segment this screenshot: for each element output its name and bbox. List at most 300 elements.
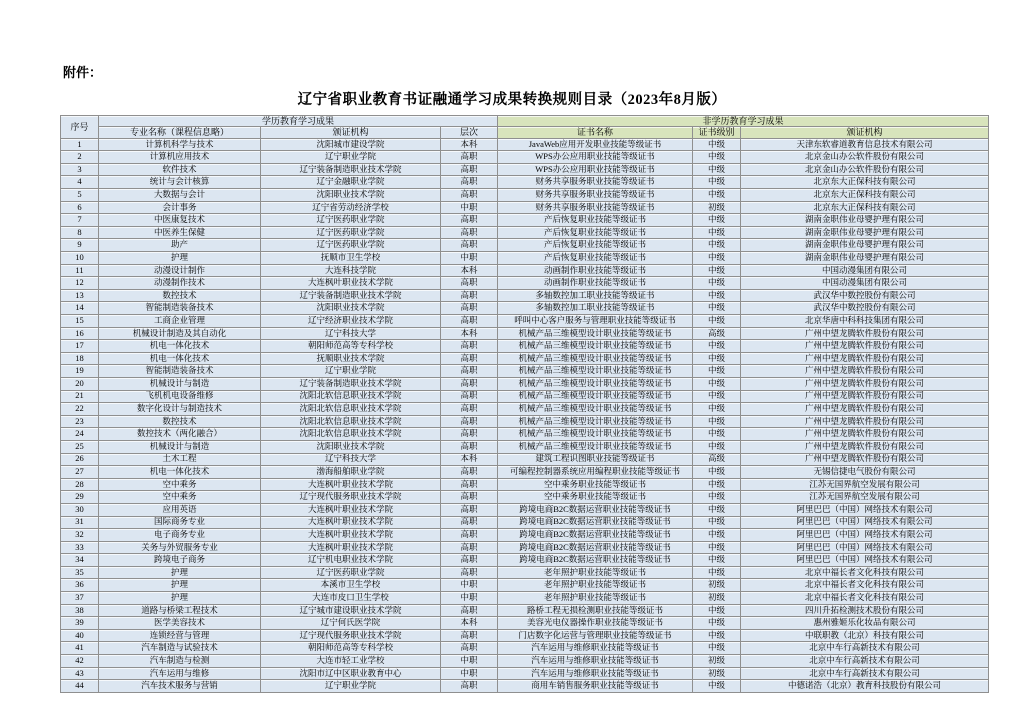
cell-index: 31 (61, 516, 99, 529)
cell-issuer-left: 大连枫叶职业技术学院 (261, 277, 441, 290)
table-row (61, 453, 989, 466)
cell-issuer-left: 辽宁职业学院 (261, 151, 441, 164)
cell-level: 中职 (441, 252, 498, 265)
cell-cert-name: 跨境电商B2C数据运营职业技能等级证书 (498, 503, 693, 516)
cell-cert-name: 产后恢复职业技能等级证书 (498, 239, 693, 252)
cell-issuer-left: 辽宁金融职业学院 (261, 176, 441, 189)
cell-cert-level: 高级 (693, 327, 741, 340)
cell-cert-name: WPS办公应用职业技能等级证书 (498, 151, 693, 164)
cell-cert-level: 中级 (693, 680, 741, 693)
cell-cert-level: 中级 (693, 466, 741, 479)
cell-major: 中医康复技术 (99, 214, 261, 227)
cell-issuer-right: 广州中望龙腾软件股份有限公司 (741, 327, 989, 340)
table-row (61, 629, 989, 642)
cell-cert-name: 多轴数控加工职业技能等级证书 (498, 289, 693, 302)
cell-issuer-right: 湖南金职伟业母婴护理有限公司 (741, 214, 989, 227)
cell-cert-name: 财务共享服务职业技能等级证书 (498, 189, 693, 202)
table-row (61, 340, 989, 353)
cell-cert-level: 中级 (693, 491, 741, 504)
table-row (61, 642, 989, 655)
cell-level: 高职 (441, 554, 498, 567)
table-row (61, 604, 989, 617)
cell-cert-level: 中级 (693, 289, 741, 302)
cell-index: 38 (61, 604, 99, 617)
cell-major: 机械设计与制造 (99, 440, 261, 453)
header-cert-level: 证书级别 (693, 127, 741, 138)
cell-major: 护理 (99, 566, 261, 579)
table-row (61, 554, 989, 567)
cell-index: 7 (61, 214, 99, 227)
cell-level: 高职 (441, 163, 498, 176)
cell-cert-level: 中级 (693, 503, 741, 516)
table-row (61, 541, 989, 554)
cell-cert-level: 中级 (693, 617, 741, 630)
cell-cert-level: 中级 (693, 403, 741, 416)
cell-major: 统计与会计核算 (99, 176, 261, 189)
cell-issuer-right: 江苏无国界航空发展有限公司 (741, 491, 989, 504)
cell-issuer-right: 广州中望龙腾软件股份有限公司 (741, 415, 989, 428)
table-row (61, 352, 989, 365)
cell-major: 计算机科学与技术 (99, 138, 261, 151)
cell-issuer-right: 中国动漫集团有限公司 (741, 277, 989, 290)
table-row (61, 390, 989, 403)
cell-issuer-right: 阿里巴巴（中国）网络技术有限公司 (741, 503, 989, 516)
table-row (61, 214, 989, 227)
cell-issuer-right: 广州中望龙腾软件股份有限公司 (741, 440, 989, 453)
table-header (61, 116, 989, 139)
cell-cert-level: 中级 (693, 352, 741, 365)
table-row (61, 466, 989, 479)
cell-major: 护理 (99, 592, 261, 605)
cell-cert-name: 美容光电仪器操作职业技能等级证书 (498, 617, 693, 630)
table-row (61, 151, 989, 164)
table-row (61, 201, 989, 214)
table-row (61, 377, 989, 390)
table-row (61, 277, 989, 290)
table-row (61, 403, 989, 416)
cell-index: 16 (61, 327, 99, 340)
cell-issuer-right: 北京中福长者文化科技有限公司 (741, 592, 989, 605)
cell-issuer-right: 广州中望龙腾软件股份有限公司 (741, 453, 989, 466)
table-row (61, 315, 989, 328)
cell-issuer-left: 辽宁医药职业学院 (261, 214, 441, 227)
cell-index: 15 (61, 315, 99, 328)
cell-issuer-right: 广州中望龙腾软件股份有限公司 (741, 390, 989, 403)
cell-issuer-left: 辽宁装备制造职业技术学院 (261, 289, 441, 302)
cell-issuer-right: 阿里巴巴（中国）网络技术有限公司 (741, 516, 989, 529)
cell-cert-name: 产后恢复职业技能等级证书 (498, 226, 693, 239)
cell-index: 17 (61, 340, 99, 353)
cell-index: 4 (61, 176, 99, 189)
cell-issuer-left: 朝阳师范高等专科学校 (261, 340, 441, 353)
table-row (61, 491, 989, 504)
cell-issuer-right: 武汉华中数控股份有限公司 (741, 289, 989, 302)
cell-cert-level: 中级 (693, 214, 741, 227)
cell-level: 高职 (441, 151, 498, 164)
cell-level: 本科 (441, 327, 498, 340)
cell-cert-level: 初级 (693, 667, 741, 680)
cell-issuer-left: 辽宁职业学院 (261, 680, 441, 693)
cell-issuer-left: 大连枫叶职业技术学院 (261, 529, 441, 542)
cell-cert-level: 中级 (693, 604, 741, 617)
cell-level: 高职 (441, 289, 498, 302)
cell-major: 飞机机电设备维修 (99, 390, 261, 403)
cell-issuer-right: 北京中车行高新技术有限公司 (741, 655, 989, 668)
cell-issuer-left: 辽宁医药职业学院 (261, 566, 441, 579)
cell-level: 本科 (441, 264, 498, 277)
cell-issuer-right: 广州中望龙腾软件股份有限公司 (741, 365, 989, 378)
table-row (61, 428, 989, 441)
cell-issuer-right: 北京东大正保科技有限公司 (741, 201, 989, 214)
cell-index: 21 (61, 390, 99, 403)
cell-issuer-right: 广州中望龙腾软件股份有限公司 (741, 377, 989, 390)
cell-major: 连锁经营与管理 (99, 629, 261, 642)
cell-cert-level: 中级 (693, 642, 741, 655)
cell-cert-name: 跨境电商B2C数据运营职业技能等级证书 (498, 541, 693, 554)
table-row (61, 592, 989, 605)
cell-issuer-left: 辽宁科技大学 (261, 327, 441, 340)
cell-cert-name: 机械产品三维模型设计职业技能等级证书 (498, 440, 693, 453)
cell-index: 20 (61, 377, 99, 390)
cell-cert-level: 中级 (693, 163, 741, 176)
cell-major: 护理 (99, 252, 261, 265)
cell-cert-name: 老年照护职业技能等级证书 (498, 579, 693, 592)
cell-issuer-right: 北京金山办公软件股份有限公司 (741, 151, 989, 164)
cell-level: 高职 (441, 466, 498, 479)
cell-cert-name: 机械产品三维模型设计职业技能等级证书 (498, 352, 693, 365)
cell-index: 12 (61, 277, 99, 290)
cell-cert-level: 中级 (693, 340, 741, 353)
cell-cert-level: 中级 (693, 226, 741, 239)
cell-index: 24 (61, 428, 99, 441)
cell-issuer-right: 广州中望龙腾软件股份有限公司 (741, 403, 989, 416)
cell-major: 机械设计制造及其自动化 (99, 327, 261, 340)
cell-issuer-right: 广州中望龙腾软件股份有限公司 (741, 428, 989, 441)
cell-cert-level: 中级 (693, 529, 741, 542)
cell-major: 国际商务专业 (99, 516, 261, 529)
cell-level: 中职 (441, 201, 498, 214)
cell-issuer-left: 渤海船舶职业学院 (261, 466, 441, 479)
cell-level: 高职 (441, 491, 498, 504)
cell-issuer-left: 辽宁省劳动经济学校 (261, 201, 441, 214)
table-row (61, 478, 989, 491)
cell-major: 助产 (99, 239, 261, 252)
cell-cert-level: 中级 (693, 440, 741, 453)
cell-issuer-left: 沈阳城市建设学院 (261, 138, 441, 151)
cell-issuer-right: 天津东软睿道教育信息技术有限公司 (741, 138, 989, 151)
cell-level: 高职 (441, 277, 498, 290)
cell-issuer-right: 中联职教（北京）科技有限公司 (741, 629, 989, 642)
cell-major: 机电一体化技术 (99, 466, 261, 479)
table-row (61, 289, 989, 302)
cell-cert-name: 老年照护职业技能等级证书 (498, 566, 693, 579)
cell-cert-level: 初级 (693, 579, 741, 592)
cell-cert-level: 中级 (693, 264, 741, 277)
cell-level: 高职 (441, 214, 498, 227)
cell-major: 关务与外贸服务专业 (99, 541, 261, 554)
cell-issuer-right: 惠州雅姬乐化妆品有限公司 (741, 617, 989, 630)
cell-major: 汽车制造与试验技术 (99, 642, 261, 655)
cell-level: 高职 (441, 440, 498, 453)
cell-cert-name: 可编程控制器系统应用编程职业技能等级证书 (498, 466, 693, 479)
cell-cert-name: 路桥工程无损检测职业技能等级证书 (498, 604, 693, 617)
table-row (61, 667, 989, 680)
cell-issuer-left: 辽宁医药职业学院 (261, 239, 441, 252)
cell-issuer-left: 大连科技学院 (261, 264, 441, 277)
cell-index: 40 (61, 629, 99, 642)
cell-issuer-right: 无锡信捷电气股份有限公司 (741, 466, 989, 479)
cell-level: 高职 (441, 478, 498, 491)
cell-cert-level: 中级 (693, 554, 741, 567)
cell-cert-name: 多轴数控加工职业技能等级证书 (498, 302, 693, 315)
table-row (61, 176, 989, 189)
cell-issuer-left: 辽宁经济职业技术学院 (261, 315, 441, 328)
cell-cert-level: 中级 (693, 239, 741, 252)
table-row (61, 680, 989, 693)
cell-level: 中职 (441, 579, 498, 592)
cell-issuer-left: 辽宁何氏医学院 (261, 617, 441, 630)
cell-level: 高职 (441, 604, 498, 617)
cell-level: 高职 (441, 680, 498, 693)
cell-cert-level: 中级 (693, 390, 741, 403)
cell-major: 汽车运用与维修 (99, 667, 261, 680)
cell-cert-name: 空中乘务职业技能等级证书 (498, 491, 693, 504)
cell-issuer-right: 湖南金职伟业母婴护理有限公司 (741, 226, 989, 239)
cell-issuer-left: 大连枫叶职业技术学院 (261, 503, 441, 516)
cell-level: 中职 (441, 592, 498, 605)
table-row (61, 365, 989, 378)
cell-cert-name: 机械产品三维模型设计职业技能等级证书 (498, 327, 693, 340)
cell-level: 中职 (441, 655, 498, 668)
cell-major: 汽车制造与检测 (99, 655, 261, 668)
cell-cert-name: 建筑工程识图职业技能等级证书 (498, 453, 693, 466)
table-row (61, 264, 989, 277)
cell-major: 大数据与会计 (99, 189, 261, 202)
cell-major: 土木工程 (99, 453, 261, 466)
cell-issuer-right: 北京金山办公软件股份有限公司 (741, 163, 989, 176)
header-issuer-left: 颁证机构 (261, 127, 441, 138)
cell-cert-name: 门店数字化运营与管理职业技能等级证书 (498, 629, 693, 642)
cell-index: 6 (61, 201, 99, 214)
page-title: 辽宁省职业教育书证融通学习成果转换规则目录（2023年8月版） (297, 92, 727, 108)
cell-index: 2 (61, 151, 99, 164)
cell-level: 高职 (441, 315, 498, 328)
cell-cert-name: 商用车销售服务职业技能等级证书 (498, 680, 693, 693)
cell-index: 19 (61, 365, 99, 378)
cell-level: 高职 (441, 541, 498, 554)
cell-issuer-left: 辽宁装备制造职业技术学院 (261, 377, 441, 390)
cell-cert-name: 机械产品三维模型设计职业技能等级证书 (498, 415, 693, 428)
cell-index: 26 (61, 453, 99, 466)
cell-major: 数字化设计与制造技术 (99, 403, 261, 416)
header-academic-group: 学历教育学习成果 (99, 116, 498, 127)
cell-issuer-left: 大连枫叶职业技术学院 (261, 516, 441, 529)
cell-cert-level: 初级 (693, 592, 741, 605)
cell-index: 1 (61, 138, 99, 151)
cell-issuer-left: 本溪市卫生学校 (261, 579, 441, 592)
cell-issuer-left: 辽宁机电职业技术学院 (261, 554, 441, 567)
cell-level: 本科 (441, 138, 498, 151)
table-row (61, 440, 989, 453)
cell-issuer-left: 沈阳北软信息职业技术学院 (261, 428, 441, 441)
cell-major: 会计事务 (99, 201, 261, 214)
cell-issuer-right: 中德诺浩（北京）教育科技股份有限公司 (741, 680, 989, 693)
cell-issuer-left: 辽宁现代服务职业技术学院 (261, 629, 441, 642)
cell-index: 25 (61, 440, 99, 453)
table-row (61, 138, 989, 151)
cell-issuer-right: 武汉华中数控股份有限公司 (741, 302, 989, 315)
cell-major: 动漫设计制作 (99, 264, 261, 277)
cell-index: 8 (61, 226, 99, 239)
cell-issuer-left: 沈阳职业技术学院 (261, 440, 441, 453)
cell-major: 应用英语 (99, 503, 261, 516)
cell-issuer-left: 大连枫叶职业技术学院 (261, 541, 441, 554)
cell-cert-level: 中级 (693, 377, 741, 390)
cell-index: 9 (61, 239, 99, 252)
cell-issuer-right: 江苏无国界航空发展有限公司 (741, 478, 989, 491)
cell-cert-level: 中级 (693, 315, 741, 328)
cell-issuer-right: 北京中福长者文化科技有限公司 (741, 579, 989, 592)
cell-index: 43 (61, 667, 99, 680)
table-row (61, 189, 989, 202)
cell-index: 44 (61, 680, 99, 693)
cell-issuer-left: 大连枫叶职业技术学院 (261, 478, 441, 491)
attachment-label: 附件： (63, 65, 103, 80)
cell-index: 29 (61, 491, 99, 504)
cell-index: 30 (61, 503, 99, 516)
cell-level: 中职 (441, 667, 498, 680)
cell-issuer-left: 抚顺职业技术学院 (261, 352, 441, 365)
cell-cert-name: 跨境电商B2C数据运营职业技能等级证书 (498, 516, 693, 529)
cell-issuer-right: 中国动漫集团有限公司 (741, 264, 989, 277)
cell-index: 10 (61, 252, 99, 265)
cell-level: 高职 (441, 516, 498, 529)
header-cert-name: 证书名称 (498, 127, 693, 138)
cell-cert-level: 高级 (693, 453, 741, 466)
cell-cert-name: 产后恢复职业技能等级证书 (498, 214, 693, 227)
cell-index: 14 (61, 302, 99, 315)
cell-issuer-right: 阿里巴巴（中国）网络技术有限公司 (741, 529, 989, 542)
cell-issuer-right: 广州中望龙腾软件股份有限公司 (741, 340, 989, 353)
cell-cert-level: 中级 (693, 541, 741, 554)
cell-major: 电子商务专业 (99, 529, 261, 542)
rules-table (60, 115, 989, 693)
cell-cert-name: 动画制作职业技能等级证书 (498, 264, 693, 277)
cell-issuer-left: 辽宁职业学院 (261, 365, 441, 378)
cell-index: 5 (61, 189, 99, 202)
cell-issuer-right: 湖南金职伟业母婴护理有限公司 (741, 239, 989, 252)
cell-major: 工商企业管理 (99, 315, 261, 328)
cell-level: 高职 (441, 226, 498, 239)
cell-issuer-left: 辽宁现代服务职业技术学院 (261, 491, 441, 504)
cell-cert-level: 中级 (693, 365, 741, 378)
cell-issuer-left: 朝阳师范高等专科学校 (261, 642, 441, 655)
cell-cert-name: 空中乘务职业技能等级证书 (498, 478, 693, 491)
cell-cert-name: 跨境电商B2C数据运营职业技能等级证书 (498, 554, 693, 567)
cell-level: 本科 (441, 453, 498, 466)
cell-cert-name: 机械产品三维模型设计职业技能等级证书 (498, 403, 693, 416)
cell-cert-name: 汽车运用与维修职业技能等级证书 (498, 655, 693, 668)
cell-level: 高职 (441, 365, 498, 378)
cell-major: 数控技术（两化融合） (99, 428, 261, 441)
cell-level: 高职 (441, 377, 498, 390)
cell-issuer-right: 阿里巴巴（中国）网络技术有限公司 (741, 541, 989, 554)
cell-level: 高职 (441, 503, 498, 516)
table-row (61, 503, 989, 516)
cell-issuer-left: 大连市皮口卫生学校 (261, 592, 441, 605)
cell-issuer-right: 北京华唐中科科技集团有限公司 (741, 315, 989, 328)
cell-level: 高职 (441, 189, 498, 202)
cell-index: 36 (61, 579, 99, 592)
cell-cert-level: 中级 (693, 415, 741, 428)
cell-major: 数控技术 (99, 289, 261, 302)
cell-cert-level: 中级 (693, 151, 741, 164)
header-non-academic-group: 非学历教育学习成果 (498, 116, 989, 127)
table-row (61, 239, 989, 252)
cell-level: 高职 (441, 302, 498, 315)
cell-cert-name: 机械产品三维模型设计职业技能等级证书 (498, 340, 693, 353)
cell-cert-level: 中级 (693, 566, 741, 579)
cell-major: 医学美容技术 (99, 617, 261, 630)
cell-major: 机电一体化技术 (99, 340, 261, 353)
table-row (61, 163, 989, 176)
cell-level: 高职 (441, 340, 498, 353)
cell-cert-level: 中级 (693, 428, 741, 441)
table-row (61, 516, 989, 529)
header-level: 层次 (441, 127, 498, 138)
cell-major: 动漫制作技术 (99, 277, 261, 290)
cell-index: 28 (61, 478, 99, 491)
cell-cert-level: 中级 (693, 252, 741, 265)
cell-issuer-left: 辽宁装备制造职业技术学院 (261, 163, 441, 176)
cell-index: 33 (61, 541, 99, 554)
cell-index: 27 (61, 466, 99, 479)
group-header-row (61, 116, 989, 127)
cell-level: 本科 (441, 617, 498, 630)
cell-level: 高职 (441, 239, 498, 252)
cell-cert-level: 中级 (693, 277, 741, 290)
cell-issuer-right: 北京中车行高新技术有限公司 (741, 642, 989, 655)
column-header-row (61, 127, 989, 138)
cell-cert-name: 动画制作职业技能等级证书 (498, 277, 693, 290)
cell-cert-name: JavaWeb应用开发职业技能等级证书 (498, 138, 693, 151)
cell-cert-name: 财务共享服务职业技能等级证书 (498, 201, 693, 214)
cell-issuer-right: 北京中车行高新技术有限公司 (741, 667, 989, 680)
table-row (61, 415, 989, 428)
cell-cert-name: 机械产品三维模型设计职业技能等级证书 (498, 428, 693, 441)
cell-issuer-right: 阿里巴巴（中国）网络技术有限公司 (741, 554, 989, 567)
cell-level: 高职 (441, 428, 498, 441)
cell-issuer-left: 辽宁医药职业学院 (261, 226, 441, 239)
cell-major: 计算机应用技术 (99, 151, 261, 164)
cell-major: 智能制造装备技术 (99, 302, 261, 315)
cell-cert-name: 呼叫中心客户服务与管理职业技能等级证书 (498, 315, 693, 328)
cell-level: 高职 (441, 629, 498, 642)
cell-index: 41 (61, 642, 99, 655)
cell-level: 高职 (441, 566, 498, 579)
cell-issuer-left: 沈阳职业技术学院 (261, 189, 441, 202)
cell-issuer-right: 湖南金职伟业母婴护理有限公司 (741, 252, 989, 265)
cell-issuer-left: 辽宁科技大学 (261, 453, 441, 466)
cell-level: 高职 (441, 176, 498, 189)
table-row (61, 655, 989, 668)
cell-issuer-right: 广州中望龙腾软件股份有限公司 (741, 352, 989, 365)
cell-issuer-left: 沈阳北软信息职业技术学院 (261, 390, 441, 403)
cell-cert-level: 中级 (693, 138, 741, 151)
cell-major: 护理 (99, 579, 261, 592)
cell-issuer-right: 北京东大正保科技有限公司 (741, 176, 989, 189)
cell-major: 空中乘务 (99, 478, 261, 491)
